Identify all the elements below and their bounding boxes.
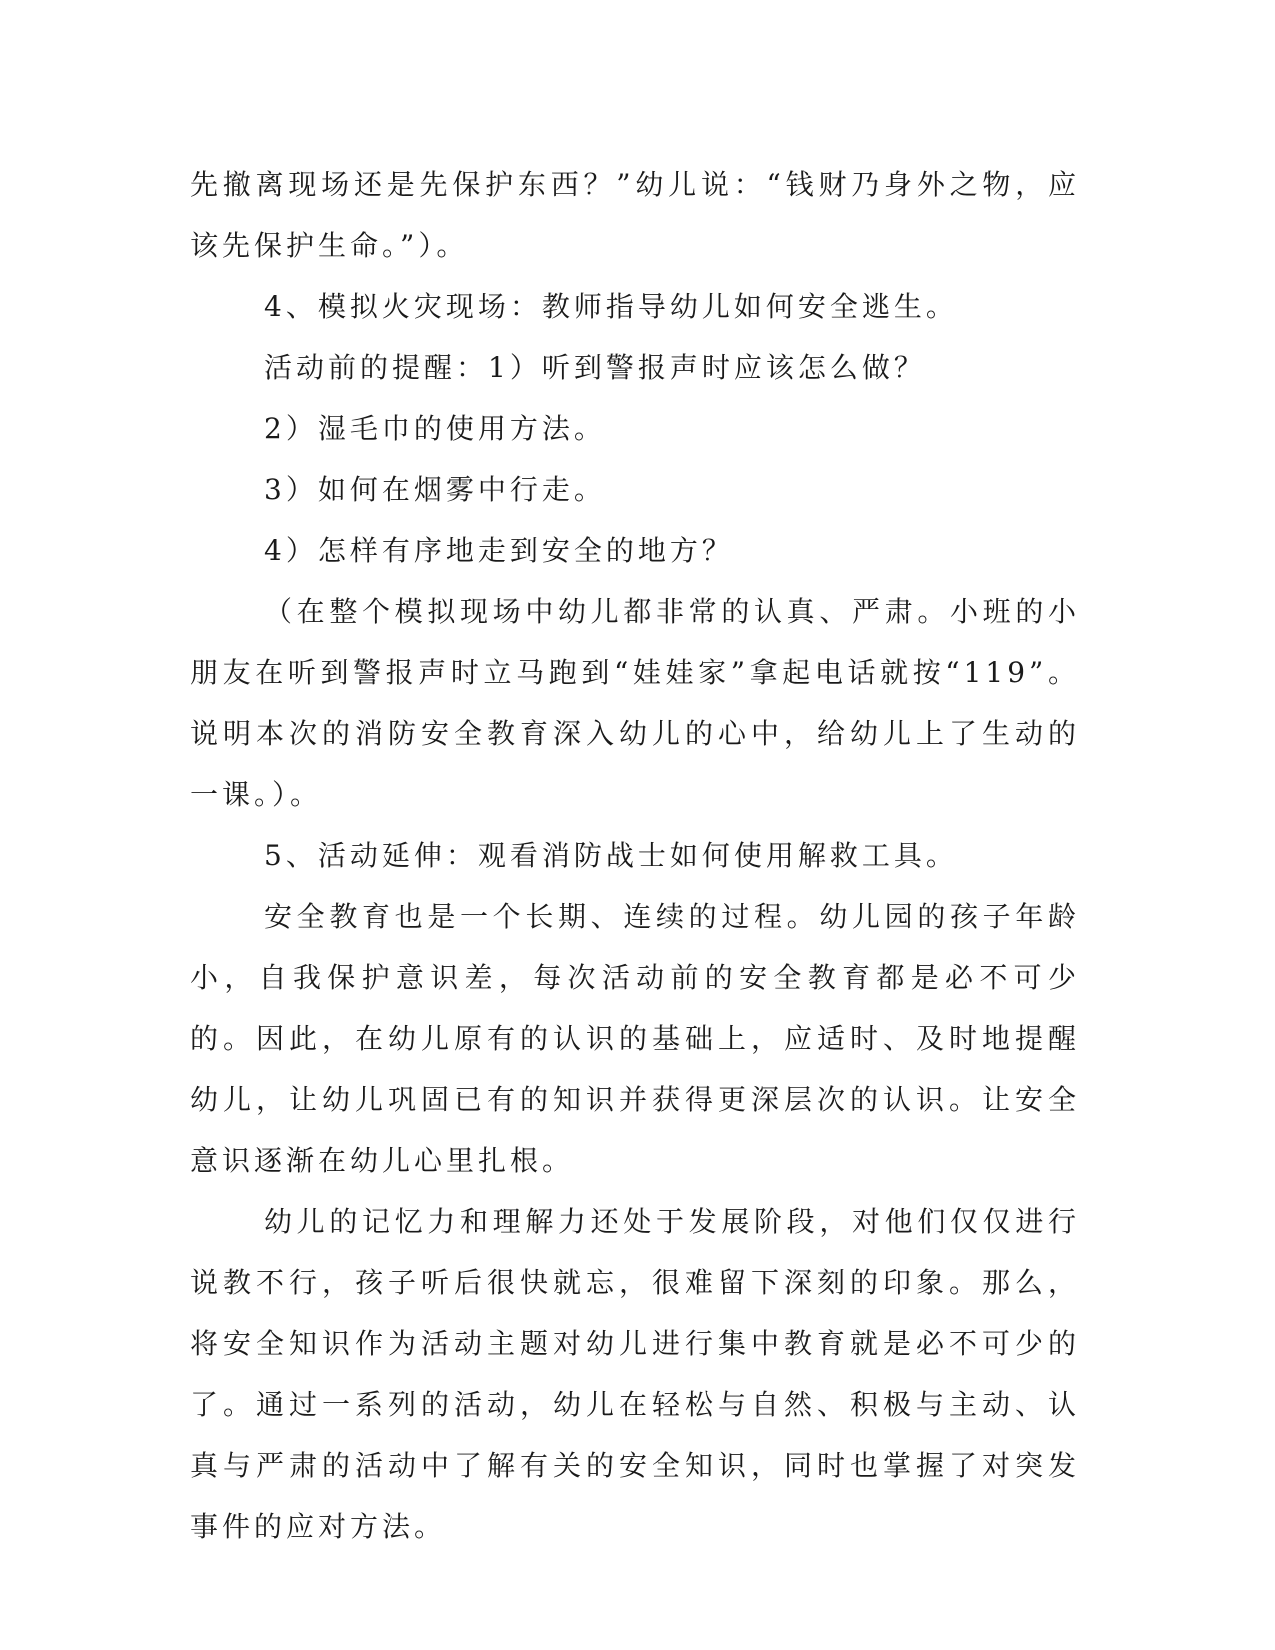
paragraph-step-4: 4、模拟火灾现场：教师指导幼儿如何安全逃生。 — [264, 290, 958, 323]
paragraph-reminder-4: 4）怎样有序地走到安全的地方？ — [264, 534, 734, 567]
paragraph-safety-education: 安全教育也是一个长期、连续的过程。幼儿园的孩子年龄小，自我保护意识差，每次活动前的安全教育都是必不可少的。因此，在幼儿原有的认识的基础上，应适时、及时地提醒幼儿，让幼儿巩固已有的知识并获得更深层次的认识。让安全意识逐渐在幼儿心里扎根。 — [190, 900, 1080, 1177]
paragraph-step-5: 5、活动延伸：观看消防战士如何使用解救工具。 — [264, 839, 958, 872]
paragraph-memory-understanding: 幼儿的记忆力和理解力还处于发展阶段，对他们仅仅进行说教不行，孩子听后很快就忘，很难留下深刻的印象。那么，将安全知识作为活动主题对幼儿进行集中教育就是必不可少的了。通过一系列的活动，幼儿在轻松与自然、积极与主动、认真与严肃的活动中了解有关的安全知识，同时也掌握了对突发事件的应对方法。 — [190, 1205, 1080, 1543]
paragraph-simulation-note: （在整个模拟现场中幼儿都非常的认真、严肃。小班的小朋友在听到警报声时立马跑到“娃娃家”拿起电话就按“119”。说明本次的消防安全教育深入幼儿的心中，给幼儿上了生动的一课。）。 — [190, 595, 1080, 811]
paragraph-reminder-intro: 活动前的提醒：1）听到警报声时应该怎么做？ — [264, 351, 926, 384]
document-body — [190, 154, 1080, 1557]
paragraph-continuation: 先撤离现场还是先保护东西？”幼儿说：“钱财乃身外之物，应该先保护生命。”）。 — [190, 168, 1080, 262]
paragraph-reminder-2: 2）湿毛巾的使用方法。 — [264, 412, 606, 445]
paragraph-reminder-3: 3）如何在烟雾中行走。 — [264, 473, 606, 506]
